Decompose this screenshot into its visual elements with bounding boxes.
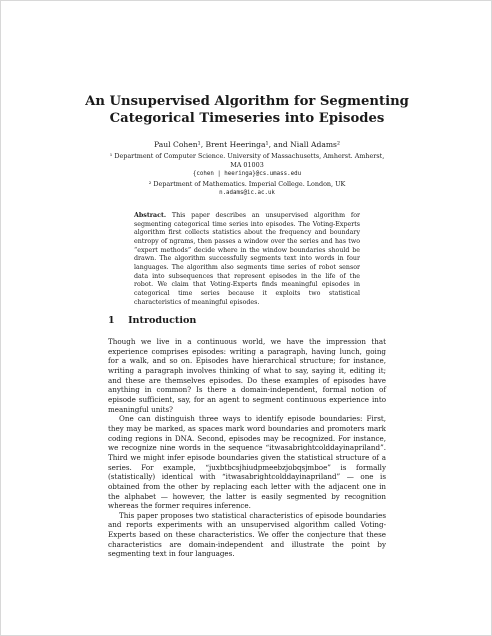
title-line-2: Categorical Timeseries into Episodes: [109, 111, 385, 126]
affiliation-2: ² Department of Mathematics. Imperial College. London, UK: [148, 179, 346, 188]
section-number: 1: [108, 315, 115, 326]
author-list: Paul Cohen¹, Brent Heeringa¹, and Niall Adams²: [153, 140, 341, 149]
paragraph-3: This paper proposes two statistical characteristics of episode boundaries and reports experiments with an unsupervised algorithm called Voting-Experts based on these characteristics. We offer the conjecture that these characteristics are domain-independent and illustrate the point by segmenting text in four languages.: [108, 510, 386, 559]
affiliation-1-line-1: ¹ Department of Computer Science. University of Massachusetts, Amherst. Amherst,: [109, 152, 385, 160]
title-line-1: An Unsupervised Algorithm for Segmenting: [85, 94, 409, 109]
abstract: [134, 212, 360, 307]
paper-title: [61, 93, 433, 127]
affiliation-1-line-2: MA 01003: [230, 161, 264, 170]
abstract-label: Abstract.: [134, 212, 167, 219]
section-heading: [108, 315, 196, 327]
abstract-text: This paper describes an unsupervised algorithm for segmenting categorical time series into episodes. The Voting-Experts algorithm first collects statistics about the frequency and boundary entropy of ngrams, then passes a window over the series and has two “expert methods” decide where in the window boundaries should be drawn. The algorithm successfully segments text into words in four languages. The algorithm also segments time series of robot sensor data into subsequences that represent episodes in the life of the robot. We claim that Voting-Experts finds meaningful episodes in categorical time series because it exploits two statistical characteristics of meaningful episodes.: [134, 212, 360, 306]
paragraph-1: Though we live in a continuous world, we have the impression that experience comprises episodes: writing a paragraph, having lunch, going for a walk, and so on. Episodes have hierarchical structure; for instance, writing a paragraph involves thinking of what to say, saying it, editing it; and these are themselves episodes. Do these examples of episodes have anything in common? Is there a domain-independent, formal notion of episode sufficient, say, for an agent to segment continuous experience into meaningful units?: [108, 337, 386, 414]
affiliations: [101, 152, 393, 198]
section-title: Introduction: [128, 315, 197, 326]
affiliation-2-email: n.adams@ic.ac.uk: [219, 189, 275, 196]
affiliation-1-email: {cohen | heeringa}@cs.umass.edu: [192, 171, 302, 178]
paragraph-2: One can distinguish three ways to identify episode boundaries: First, they may be marked, as spaces mark word boundaries and promoters mark coding regions in DNA. Second, episodes may be recognized. For instance, we recognize nine words in the sequence “itwasabrightcolddayinapriland”. Third we might infer episode boundaries given the statistical structure of a series. For example, “juxbtbcsjhiudpmeebzjobqsjmboe” is formally (statistically) identical with “itwasabrightcolddayinapriland” — one is obtained from the other by replacing each letter with the adjacent one in the alphabet — however, the latter is easily segmented by recognition whereas the former requires inference.: [108, 414, 386, 511]
section-body: [108, 337, 386, 559]
